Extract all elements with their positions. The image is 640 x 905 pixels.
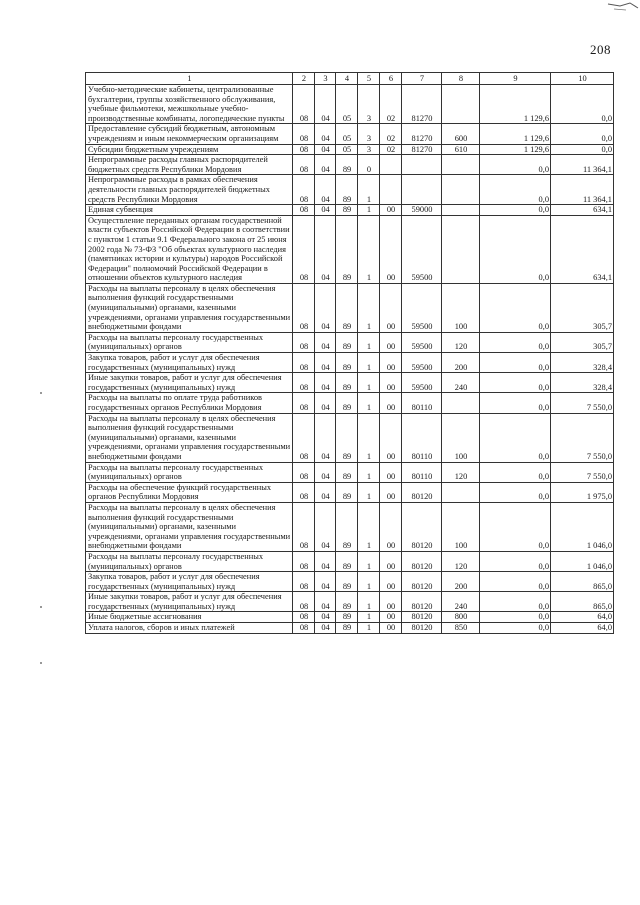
cell-code-6: 00 — [380, 413, 402, 462]
cell-code-6 — [380, 155, 402, 175]
cell-amount-9: 0,0 — [480, 332, 551, 352]
cell-code-3: 04 — [315, 175, 336, 205]
budget-table — [85, 72, 614, 634]
cell-code-5: 1 — [358, 623, 380, 634]
table-row — [86, 205, 614, 216]
cell-description: Расходы на выплаты персоналу государственных (муниципальных) органов — [86, 332, 293, 352]
cell-code-4: 05 — [336, 85, 358, 124]
cell-code-2: 08 — [293, 623, 315, 634]
cell-code-4: 89 — [336, 572, 358, 592]
cell-code-4: 89 — [336, 283, 358, 332]
cell-code-3: 04 — [315, 215, 336, 283]
cell-description: Иные бюджетные ассигнования — [86, 612, 293, 623]
cell-code-8 — [442, 205, 480, 216]
cell-code-5: 1 — [358, 393, 380, 413]
cell-code-2: 08 — [293, 502, 315, 551]
cell-code-5: 1 — [358, 373, 380, 393]
cell-code-7: 59000 — [402, 205, 442, 216]
header-cell: 10 — [551, 73, 614, 85]
table-row — [86, 623, 614, 634]
header-cell: 3 — [315, 73, 336, 85]
cell-code-8 — [442, 175, 480, 205]
cell-amount-9: 0,0 — [480, 353, 551, 373]
cell-amount-9: 0,0 — [480, 482, 551, 502]
header-cell: 6 — [380, 73, 402, 85]
cell-code-7: 80120 — [402, 612, 442, 623]
cell-amount-10: 305,7 — [551, 283, 614, 332]
cell-code-4: 89 — [336, 413, 358, 462]
cell-code-4: 89 — [336, 551, 358, 571]
cell-code-2: 08 — [293, 413, 315, 462]
cell-code-2: 08 — [293, 144, 315, 155]
cell-amount-9: 0,0 — [480, 551, 551, 571]
cell-description: Единая субвенция — [86, 205, 293, 216]
cell-description: Расходы на обеспечение функций государственных органов Республики Мордовия — [86, 482, 293, 502]
cell-code-2: 08 — [293, 612, 315, 623]
corner-scribble-mark — [600, 0, 640, 14]
cell-code-4: 89 — [336, 332, 358, 352]
cell-amount-9: 1 129,6 — [480, 144, 551, 155]
header-cell: 7 — [402, 73, 442, 85]
cell-code-5: 1 — [358, 551, 380, 571]
cell-code-3: 04 — [315, 482, 336, 502]
cell-code-2: 08 — [293, 205, 315, 216]
cell-code-4: 89 — [336, 462, 358, 482]
header-cell: 4 — [336, 73, 358, 85]
cell-code-6: 00 — [380, 612, 402, 623]
cell-code-3: 04 — [315, 373, 336, 393]
table-row — [86, 482, 614, 502]
cell-amount-10: 11 364,1 — [551, 155, 614, 175]
cell-code-3: 04 — [315, 144, 336, 155]
cell-code-5: 3 — [358, 85, 380, 124]
table-row — [86, 551, 614, 571]
cell-code-8: 120 — [442, 332, 480, 352]
table-row — [86, 353, 614, 373]
cell-description: Субсидии бюджетным учреждениям — [86, 144, 293, 155]
cell-amount-10: 865,0 — [551, 592, 614, 612]
cell-amount-9: 0,0 — [480, 175, 551, 205]
cell-code-8: 610 — [442, 144, 480, 155]
cell-amount-9: 0,0 — [480, 502, 551, 551]
cell-amount-10: 11 364,1 — [551, 175, 614, 205]
cell-code-3: 04 — [315, 205, 336, 216]
table-row — [86, 215, 614, 283]
cell-code-3: 04 — [315, 551, 336, 571]
cell-amount-9: 0,0 — [480, 155, 551, 175]
table-row — [86, 373, 614, 393]
cell-code-6: 00 — [380, 393, 402, 413]
cell-code-8 — [442, 215, 480, 283]
cell-description: Иные закупки товаров, работ и услуг для обеспечения государственных (муниципальных) нужд — [86, 373, 293, 393]
cell-description: Учебно-методические кабинеты, централизованные бухгалтерии, группы хозяйственного обслуживания, учебные фильмотеки, межшкольные учебно-производственные комбинаты, логопедические пункты — [86, 85, 293, 124]
cell-amount-10: 0,0 — [551, 85, 614, 124]
cell-amount-10: 64,0 — [551, 612, 614, 623]
cell-code-7: 80120 — [402, 502, 442, 551]
cell-code-2: 08 — [293, 393, 315, 413]
table-row — [86, 502, 614, 551]
cell-code-7: 80110 — [402, 413, 442, 462]
cell-amount-10: 1 046,0 — [551, 502, 614, 551]
cell-code-5: 1 — [358, 502, 380, 551]
table-row — [86, 393, 614, 413]
cell-code-7: 80120 — [402, 551, 442, 571]
cell-amount-10: 7 550,0 — [551, 413, 614, 462]
cell-description: Иные закупки товаров, работ и услуг для обеспечения государственных (муниципальных) нужд — [86, 592, 293, 612]
cell-description: Предоставление субсидий бюджетным, автономным учреждениям и иным некоммерческим организациям — [86, 124, 293, 144]
cell-code-5: 1 — [358, 612, 380, 623]
cell-amount-9: 0,0 — [480, 623, 551, 634]
cell-description: Закупка товаров, работ и услуг для обеспечения государственных (муниципальных) нужд — [86, 353, 293, 373]
cell-code-5: 1 — [358, 572, 380, 592]
header-cell: 8 — [442, 73, 480, 85]
cell-code-7: 80110 — [402, 393, 442, 413]
table-row — [86, 612, 614, 623]
stray-dot-mark — [40, 606, 42, 608]
cell-code-3: 04 — [315, 592, 336, 612]
cell-code-8: 200 — [442, 353, 480, 373]
cell-amount-9: 1 129,6 — [480, 124, 551, 144]
cell-code-6: 02 — [380, 85, 402, 124]
cell-code-2: 08 — [293, 353, 315, 373]
cell-code-6: 02 — [380, 144, 402, 155]
cell-amount-10: 7 550,0 — [551, 393, 614, 413]
cell-code-6: 00 — [380, 462, 402, 482]
cell-code-2: 08 — [293, 572, 315, 592]
cell-code-7 — [402, 155, 442, 175]
cell-code-5: 1 — [358, 413, 380, 462]
cell-code-4: 89 — [336, 502, 358, 551]
table-row — [86, 175, 614, 205]
cell-code-8 — [442, 85, 480, 124]
header-cell: 9 — [480, 73, 551, 85]
cell-amount-9: 0,0 — [480, 205, 551, 216]
cell-code-7: 59500 — [402, 353, 442, 373]
table-row — [86, 144, 614, 155]
cell-code-4: 05 — [336, 144, 358, 155]
cell-code-2: 08 — [293, 592, 315, 612]
cell-code-7 — [402, 175, 442, 205]
table-row — [86, 462, 614, 482]
cell-code-3: 04 — [315, 572, 336, 592]
header-cell: 2 — [293, 73, 315, 85]
cell-amount-9: 0,0 — [480, 413, 551, 462]
cell-code-5: 1 — [358, 462, 380, 482]
cell-code-8 — [442, 155, 480, 175]
cell-amount-10: 305,7 — [551, 332, 614, 352]
cell-amount-9: 0,0 — [480, 572, 551, 592]
cell-code-7: 59500 — [402, 373, 442, 393]
cell-code-2: 08 — [293, 155, 315, 175]
cell-code-3: 04 — [315, 155, 336, 175]
cell-code-8 — [442, 393, 480, 413]
cell-amount-10: 634,1 — [551, 205, 614, 216]
cell-code-3: 04 — [315, 85, 336, 124]
cell-description: Закупка товаров, работ и услуг для обеспечения государственных (муниципальных) нужд — [86, 572, 293, 592]
cell-amount-10: 328,4 — [551, 353, 614, 373]
table-row — [86, 155, 614, 175]
cell-code-2: 08 — [293, 215, 315, 283]
cell-code-8: 800 — [442, 612, 480, 623]
cell-code-8: 120 — [442, 551, 480, 571]
cell-code-8: 240 — [442, 373, 480, 393]
cell-amount-10: 0,0 — [551, 124, 614, 144]
cell-code-3: 04 — [315, 283, 336, 332]
table-row — [86, 332, 614, 352]
cell-amount-9: 0,0 — [480, 393, 551, 413]
cell-code-4: 89 — [336, 353, 358, 373]
cell-code-6: 00 — [380, 482, 402, 502]
cell-code-4: 89 — [336, 155, 358, 175]
cell-description: Расходы на выплаты персоналу государственных (муниципальных) органов — [86, 462, 293, 482]
cell-code-6: 00 — [380, 205, 402, 216]
cell-code-6: 00 — [380, 623, 402, 634]
stray-dot-mark — [40, 662, 42, 664]
cell-code-8: 600 — [442, 124, 480, 144]
cell-amount-9: 0,0 — [480, 462, 551, 482]
cell-code-5: 1 — [358, 353, 380, 373]
cell-description: Непрограммные расходы в рамках обеспечения деятельности главных распорядителей бюджетных средств Республики Мордовия — [86, 175, 293, 205]
cell-code-2: 08 — [293, 373, 315, 393]
cell-code-7: 80120 — [402, 482, 442, 502]
cell-amount-9: 0,0 — [480, 215, 551, 283]
cell-description: Расходы на выплаты персоналу в целях обеспечения выполнения функций государственными (муниципальными) органами, казенными учреждениями, органами управления государственными внебюджетными фондами — [86, 502, 293, 551]
cell-code-2: 08 — [293, 124, 315, 144]
cell-code-3: 04 — [315, 462, 336, 482]
cell-amount-10: 634,1 — [551, 215, 614, 283]
cell-amount-10: 64,0 — [551, 623, 614, 634]
cell-code-3: 04 — [315, 393, 336, 413]
cell-code-4: 89 — [336, 373, 358, 393]
cell-code-2: 08 — [293, 332, 315, 352]
table-header-row — [86, 73, 614, 85]
table-row — [86, 124, 614, 144]
table-row — [86, 85, 614, 124]
cell-code-6: 00 — [380, 551, 402, 571]
cell-description: Непрограммные расходы главных распорядителей бюджетных средств Республики Мордовия — [86, 155, 293, 175]
cell-amount-9: 0,0 — [480, 612, 551, 623]
cell-amount-10: 1 046,0 — [551, 551, 614, 571]
cell-amount-10: 7 550,0 — [551, 462, 614, 482]
cell-code-7: 80120 — [402, 623, 442, 634]
cell-amount-10: 328,4 — [551, 373, 614, 393]
cell-code-6 — [380, 175, 402, 205]
cell-code-5: 1 — [358, 332, 380, 352]
cell-code-8: 200 — [442, 572, 480, 592]
cell-code-6: 00 — [380, 283, 402, 332]
cell-code-2: 08 — [293, 551, 315, 571]
cell-description: Расходы на выплаты персоналу в целях обеспечения выполнения функций государственными (муниципальными) органами, казенными учреждениями, органами управления государственными внебюджетными фондами — [86, 413, 293, 462]
cell-code-3: 04 — [315, 413, 336, 462]
cell-code-4: 89 — [336, 612, 358, 623]
cell-amount-9: 1 129,6 — [480, 85, 551, 124]
cell-code-7: 59500 — [402, 283, 442, 332]
cell-code-5: 1 — [358, 283, 380, 332]
cell-code-8: 120 — [442, 462, 480, 482]
cell-code-8: 240 — [442, 592, 480, 612]
table-row — [86, 592, 614, 612]
cell-code-6: 00 — [380, 502, 402, 551]
cell-code-8: 100 — [442, 502, 480, 551]
page-number: 208 — [590, 42, 611, 57]
cell-code-4: 05 — [336, 124, 358, 144]
cell-code-4: 89 — [336, 205, 358, 216]
cell-code-6: 00 — [380, 373, 402, 393]
cell-code-7: 80120 — [402, 592, 442, 612]
cell-code-8: 100 — [442, 413, 480, 462]
cell-code-4: 89 — [336, 215, 358, 283]
cell-amount-9: 0,0 — [480, 373, 551, 393]
cell-code-3: 04 — [315, 353, 336, 373]
cell-amount-9: 0,0 — [480, 283, 551, 332]
stray-dot-mark — [40, 392, 42, 394]
cell-code-5: 1 — [358, 592, 380, 612]
cell-code-3: 04 — [315, 124, 336, 144]
cell-code-7: 59500 — [402, 215, 442, 283]
cell-code-2: 08 — [293, 175, 315, 205]
cell-code-5: 1 — [358, 215, 380, 283]
cell-description: Расходы на выплаты по оплате труда работников государственных органов Республики Мордовия — [86, 393, 293, 413]
cell-code-2: 08 — [293, 482, 315, 502]
budget-table-body — [86, 73, 614, 634]
cell-code-7: 81270 — [402, 85, 442, 124]
cell-description: Расходы на выплаты персоналу государственных (муниципальных) органов — [86, 551, 293, 571]
cell-code-6: 00 — [380, 353, 402, 373]
cell-code-5: 1 — [358, 175, 380, 205]
cell-code-6: 02 — [380, 124, 402, 144]
cell-code-3: 04 — [315, 612, 336, 623]
cell-code-8: 850 — [442, 623, 480, 634]
cell-description: Уплата налогов, сборов и иных платежей — [86, 623, 293, 634]
cell-code-5: 0 — [358, 155, 380, 175]
table-row — [86, 413, 614, 462]
cell-code-6: 00 — [380, 215, 402, 283]
cell-code-7: 81270 — [402, 144, 442, 155]
cell-code-5: 3 — [358, 124, 380, 144]
cell-amount-9: 0,0 — [480, 592, 551, 612]
cell-code-6: 00 — [380, 572, 402, 592]
cell-amount-10: 865,0 — [551, 572, 614, 592]
table-row — [86, 283, 614, 332]
cell-amount-10: 1 975,0 — [551, 482, 614, 502]
cell-code-7: 80120 — [402, 572, 442, 592]
cell-code-2: 08 — [293, 462, 315, 482]
cell-code-2: 08 — [293, 85, 315, 124]
header-cell: 1 — [86, 73, 293, 85]
cell-description: Расходы на выплаты персоналу в целях обеспечения выполнения функций государственными (муниципальными) органами, казенными учреждениями, органами управления государственными внебюджетными фондами — [86, 283, 293, 332]
cell-code-6: 00 — [380, 592, 402, 612]
cell-code-4: 89 — [336, 623, 358, 634]
cell-code-4: 89 — [336, 175, 358, 205]
cell-code-4: 89 — [336, 393, 358, 413]
cell-code-7: 80110 — [402, 462, 442, 482]
cell-code-7: 59500 — [402, 332, 442, 352]
cell-description: Осуществление переданных органам государственной власти субъектов Российской Федерации в соответствии с пунктом 1 статьи 9.1 Федерального закона от 25 июня 2002 года № 73-ФЗ "Об объектах культурного наследия (памятниках истории и культуры) народов Российской Федерации" полномочий Российской Федерации в отношении объектов культурного наследия — [86, 215, 293, 283]
cell-code-4: 89 — [336, 482, 358, 502]
cell-code-7: 81270 — [402, 124, 442, 144]
cell-code-6: 00 — [380, 332, 402, 352]
cell-code-8: 100 — [442, 283, 480, 332]
cell-code-4: 89 — [336, 592, 358, 612]
cell-amount-10: 0,0 — [551, 144, 614, 155]
cell-code-5: 1 — [358, 205, 380, 216]
cell-code-8 — [442, 482, 480, 502]
cell-code-5: 3 — [358, 144, 380, 155]
cell-code-3: 04 — [315, 332, 336, 352]
cell-code-3: 04 — [315, 623, 336, 634]
cell-code-3: 04 — [315, 502, 336, 551]
cell-code-2: 08 — [293, 283, 315, 332]
header-cell: 5 — [358, 73, 380, 85]
cell-code-5: 1 — [358, 482, 380, 502]
table-row — [86, 572, 614, 592]
